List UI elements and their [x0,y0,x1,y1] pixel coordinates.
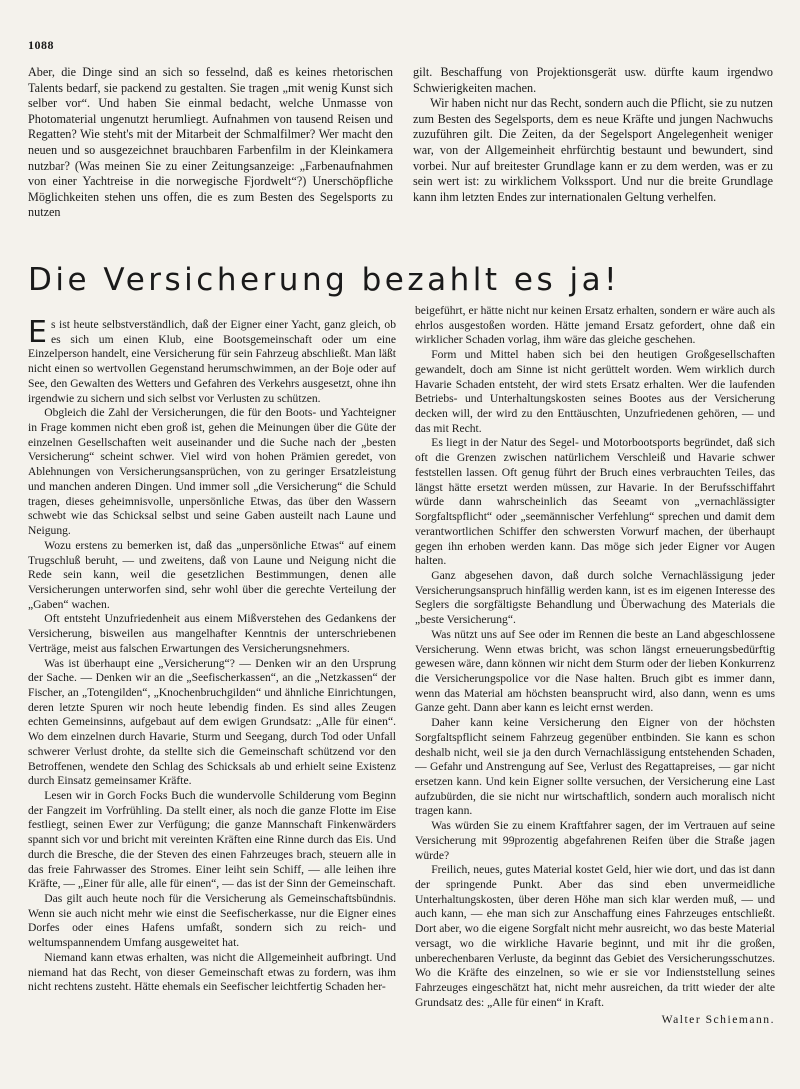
intro-right-column [413,65,773,205]
paragraph: Ganz abgesehen davon, daß durch solche Vernachlässigung jeder Versicherungsanspruch hinfällig werden kann, ist es im eigenen Interesse des Seglers die sorgfältigste Behandlung und Überwachung des Materials die „beste Versicherung“. [415,568,775,627]
paragraph: gilt. Beschaffung von Projektionsgerät usw. dürfte kaum irgendwo Schwierigkeiten machen. [413,65,773,95]
paragraph: Niemand kann etwas erhalten, was nicht die Allgemeinheit aufbringt. Und niemand hat das Recht, von dieser Gemeinschaft etwas zu fordern, was ihm nicht rechtens zusteht. Hätte ehemals ein Seefischer leichtfertig Schaden her- [28,950,396,994]
paragraph: Freilich, neues, gutes Material kostet Geld, hier wie dort, und das ist dann der springende Punkt. Aber das sind eben unvermeidliche Unterhaltungskosten, über deren Höhe man sich klar werden muß, — und auch kann, — ehe man sich zur Anschaffung eines Fahrzeuges entschließt. Dort aber, wo die eigene Sorgfalt nicht mehr ausreicht, wo das beste Material versagt, wo die wirkliche Havarie beginnt, und mit ihr die großen, unberechenbaren Verluste, da beginnt das Gebiet des Versicherungsschutzes. Wo die Kräfte des einzelnen, so wie er sie vor Indienststellung seines Fahrzeuges eingeschätzt hat, nicht mehr ausreichen, da tritt wieder der alte Grundsatz des: „Alle für einen“ in Kraft. [415,863,775,1009]
article-headline: Die Versicherung bezahlt es ja! [28,262,621,298]
paragraph-text: s ist heute selbstverständlich, daß der Eigner einer Yacht, ganz gleich, ob es sich um einen Klub, eine Bootsgemeinschaft oder um eine Einzelperson handelt, eine Versicherung für sein Fahrzeug abschließt. Man läßt nicht einen so wertvollen Gegenstand herumschwimmen, an der Boje oder auf See, den Gewalten des Wetters und Gefahren des Verkehrs ausgesetzt, ohne ihn irgendwie zu sichern und sich selbst vor Verlusten zu schützen. [28,318,396,405]
author-signature: Walter Schiemann. [661,1012,775,1026]
paragraph: Es liegt in der Natur des Segel- und Motorbootsports begründet, daß sich oft die Grenzen zwischen natürlichem Verschleiß und Havarie schwer feststellen lassen. Oft genug führt der Bruch eines verbrauchten Teiles, das längst hätte ersetzt werden müssen, zur Havarie. In der Berufsschiffahrt würde dann wahrscheinlich das Seeamt von „vernachlässigter Sorgfaltspflicht“ oder „seemännischer Verfehlung“ sprechen und damit dem verantwortlichen Schiffer den schwersten Vorwurf machen, der überhaupt gegen ihn erhoben werden kann. Das möge sich jeder Eigner vor Augen halten. [415,436,775,568]
paragraph: Aber, die Dinge sind an sich so fesselnd, daß es keines rhetorischen Talents bedarf, sie packend zu gestalten. Sie tragen „mit wenig Kunst sich selber vor“. Und haben Sie einmal bedacht, welche Unmasse von Photomaterial ungenutzt herumliegt. Aufnahmen von tausend Reisen und Regatten? Wie steht's mit der Mitarbeit der Schmalfilmer? Wer macht den neuen und so ausgezeichnet brauchbaren Farbenfilm in der Kleinkamera nutzbar? (Was meinen Sie zu einer Zeitungsanzeige: „Farbenaufnahmen von einer Yachtreise in die norwegische Fjordwelt“?) Unerschöpfliche Möglichkeiten stehen uns offen, die es zum Besten des Segelsports zu nutzen [28,65,393,220]
paragraph: Was nützt uns auf See oder im Rennen die beste an Land abgeschlossene Versicherung. Wenn etwas bricht, was schon längst erneuerungsbedürftig gewesen wäre, dann können wir nicht dem Sturm oder der lieben Konkurrenz die Versicherungspolice vor die Nase halten. Bruch gibt es immer dann, wenn das Material am höchsten beansprucht wird, also dann, wenn es ums Ganze geht. Dann aber kann es leicht ernst werden. [415,627,775,715]
page-number: 1088 [28,38,54,52]
paragraph: Form und Mittel haben sich bei den heutigen Großgesellschaften gewandelt, doch am Sinne ist nicht gerüttelt worden. Wem wirklich durch Havarie Schaden entsteht, der wird stets Ersatz erhalten. Wer die laufenden Betriebs- und Unterhaltungskosten seines Bootes aus der Versicherung decken will, der wird zu den Enttäuschten, Unzufriedenen gehören, — und das mit Recht. [415,348,775,435]
paragraph: beigeführt, er hätte nicht nur keinen Ersatz erhalten, sondern er wäre auch als ehrlos ausgestoßen worden. Hätte jemand Ersatz gefordert, ohne daß ein wirklicher Schaden vorlag, ihm wäre das gleiche geschehen. [415,304,775,347]
article-right-column [415,304,775,1027]
paragraph: Oft entsteht Unzufriedenheit aus einem Mißverstehen des Gedankens der Versicherung, bisweilen aus mangelhafter Kenntnis der unterschriebenen Verträge, meist aus falschen Erwartungen des Versicherungsnehmers. [28,612,396,655]
paragraph: Lesen wir in Gorch Focks Buch die wundervolle Schilderung vom Beginn der Fangzeit im Vorfrühling. Da stellt einer, als noch die ganze Flotte im Eise festliegt, seinen Ewer zur Verfügung; die ganze Mannschaft Finkenwärders spannt sich vor und bricht mit vereinten Kräften eine Rinne durch das Eis. Und durch die Bresche, die der Steven des einen Fahrzeuges brach, steuern alle in das freie Fahrwasser des Stromes. Einer leiht sein Schiff, — alle leihen ihre Kräfte, — „Einer für alle, alle für einen“, — das ist der Sinn der Gemeinschaft. [28,789,396,891]
intro-left-column [28,65,393,221]
paragraph: Das gilt auch heute noch für die Versicherung als Gemeinschaftsbündnis. Wenn sie auch nicht mehr wie einst die Seefischerkasse, nur die Eigner eines Dorfes oder eines Hafens umfaßt, sondern sich zu reich- und weltumspannendem Umfang ausgeweitet hat. [28,892,396,950]
drop-cap: E [28,315,47,350]
paragraph: Was würden Sie zu einem Kraftfahrer sagen, der im Vertrauen auf seine Versicherung mit 99prozentig abgefahrenen Reifen über die Straße jagen würde? [415,819,775,862]
paragraph [28,315,396,406]
article-left-column [28,315,396,995]
paragraph: Was ist überhaupt eine „Versicherung“? — Denken wir an den Ursprung der Sache. — Denken wir an die „Seefischerkassen“, an die „Netzkassen“ der Fischer, an „Totengilden“, „Knochenbruchgilden“ und ähnliche Einrichtungen, deren letzte Spuren wir noch heute lebendig finden. Es sind alles Zeugen echten Gemeinsinns, aufgebaut auf dem ewigen Grundsatz: „Alle für einen“. Wo dem einzelnen durch Havarie, Sturm und Seegang, durch Tod oder Unfall schwerer Verlust drohte, da stellte sich die Gemeinschaft schützend vor den Betroffenen, wendete den Schlag des Schicksals ab und erhielt seine Existenz durch Einsatz gemeinsamer Kräfte. [28,656,396,788]
paragraph: Daher kann keine Versicherung den Eigner von der höchsten Sorgfaltspflicht seinem Fahrzeug gegenüber entbinden. Sie kann es schon deshalb nicht, weil sie ja den durch Vernachlässigung entstehenden Schaden, — Gefahr und Anstrengung auf See, Verlust des Regattapreises, — gar nicht ersetzen kann. Und kein Eigner sollte versuchen, der Versicherung eine Last aufzubürden, die sie nicht nur wirtschaftlich, sondern auch moralisch nicht tragen kann. [415,716,775,818]
paragraph: Wir haben nicht nur das Recht, sondern auch die Pflicht, sie zu nutzen zum Besten des Segelsports, dem es neue Kräfte und jungen Nachwuchs zuzuführen gilt. Die Zeiten, da der Segelsport Angelegenheit weniger war, von der Allgemeinheit ehrfürchtig bestaunt und bewundert, sind vorbei. Nur auf breitester Grundlage kann er zu dem werden, was er zu sein wert ist: zu wirklichem Volkssport. Und nur die breite Grundlage kann ihm letzten Endes zur internationalen Geltung verhelfen. [413,96,773,204]
paragraph: Obgleich die Zahl der Versicherungen, die für den Boots- und Yachteigner in Frage kommen nicht eben groß ist, gehen die Meinungen über die Güte der einzelnen Gesellschaften weit auseinander und die Suche nach der „besten Versicherung“ scheint schwer. Viel wird von hohen Prämien geredet, von Ablehnungen von Versicherungsansprüchen, von zu geringer Ersatzleistung und manchen anderen Dingen. Und immer soll „die Versicherung“ die Schuld tragen, dieses geheimnisvolle, unpersönliche Etwas, das über den Wassern schwebt wie das Schicksal selbst und seine Gaben austeilt nach Laune und Neigung. [28,406,396,538]
paragraph: Wozu erstens zu bemerken ist, daß das „unpersönliche Etwas“ auf einem Trugschluß beruht, — und zweitens, daß von Laune und Neigung nicht die Rede sein kann, weil die gesetzlichen Bestimmungen, denen alle Versicherungen unterworfen sind, sehr wohl über die gerechte Verteilung der „Gaben“ wachen. [28,538,396,611]
